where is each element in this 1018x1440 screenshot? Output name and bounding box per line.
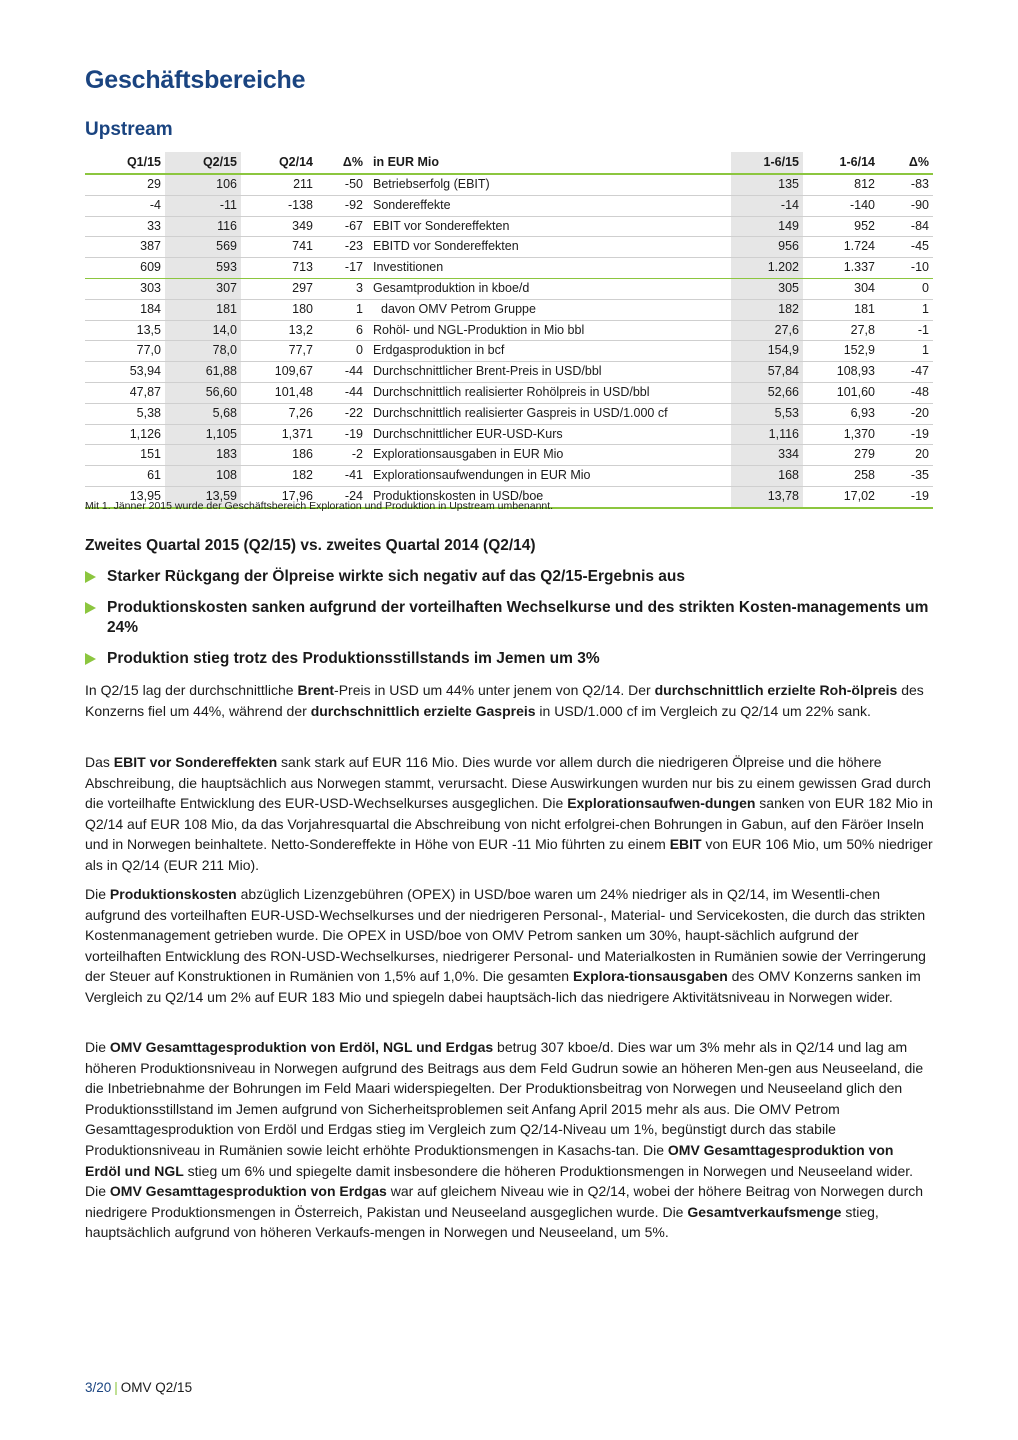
table-cell: -50 — [344, 177, 363, 191]
table-row — [85, 424, 933, 445]
table-cell: 180 — [292, 301, 313, 316]
table-cell: 1,116 — [731, 424, 803, 445]
row-label: Erdgasproduktion in bcf — [373, 343, 505, 358]
table-cell: -17 — [344, 260, 363, 275]
table-row — [85, 320, 933, 341]
table-cell: 952 — [854, 218, 875, 233]
bold-term: durchschnittlich erzielte Roh-ölpreis — [654, 682, 898, 698]
text-run: sanken von EUR 182 Mio in Q2/14 auf EUR 108 Mio, da das Vorjahresquartal die Abschreibung von nicht erfolgrei-chen Bohrungen in Gabun, auf den Färöer Inseln und in Norwegen beinhaltete. Netto-Sondereffekte in Höhe von EUR -11 Mio führten zu einem — [85, 795, 933, 853]
col-header: 1-6/15 — [731, 152, 803, 174]
table-cell: 349 — [292, 218, 313, 233]
table-cell: 101,48 — [274, 384, 313, 399]
table-cell: -11 — [165, 195, 241, 216]
row-label: Investitionen — [373, 260, 444, 275]
table-cell: -4 — [149, 197, 161, 212]
text-run: sank stark auf EUR 116 Mio. Dies wurde vor allem durch die niedrigeren Ölpreise und die höhere Abschreibung, die hauptsächlich aus Norwegen stammt, verursacht. Diese Auswirkungen wurden nur bis zu einem gewissen Grad durch die vorteilhafte Entwicklung des EUR-USD-Wechselkurses ausgeglichen. Die — [85, 754, 931, 812]
table-cell: 17,02 — [843, 488, 875, 503]
bold-term: Produktionskosten — [109, 886, 237, 902]
table-cell: -48 — [910, 384, 929, 399]
table-row — [85, 403, 933, 424]
text-run: betrug 307 kboe/d. Dies war um 3% mehr als in Q2/14 und lag am höheren Produktionsniveau in Norwegen aufgrund des Beitrags aus dem Feld Gudrun sowie an höheren Men-gen aus Neuseeland, die die Inbetriebnahme der Bohrungen im Feld Maari widerspiegelten. Der Produktionsbeitrag von Norwegen und Neuseeland glich den Produktionsstillstand im Jemen aufgrund von Sicherheitsproblemen seit Anfang April 2015 mehr als aus. Die OMV Petrom Gesamttagesproduktion von Erdöl und Erdgas stieg im Vergleich zum Q2/14-Niveau um 1%, begünstigt durch das stabile Produktionsniveau in Rumänien sowie leicht erhöhte Produktionsmengen in Kasachs-tan. Die — [85, 1039, 924, 1158]
text-run: des OMV Konzerns sanken im Vergleich zu Q2/14 um 2% auf EUR 183 Mio und spiegeln dabei hauptsäch-lich das niedrigere Aktivitätsniveau in Norwegen wider. — [85, 968, 921, 1005]
table-cell: 13,95 — [129, 488, 161, 503]
bullet-triangle-icon — [85, 653, 96, 665]
bold-term: EBIT vor Sondereffekten — [113, 754, 278, 770]
text-run: stieg um 6% und spiegelte damit insbesondere die höheren Produktionsmengen in Norwegen und Neuseeland wider. Die — [85, 1162, 914, 1200]
table-cell: 77,0 — [136, 343, 161, 358]
table-cell: -83 — [910, 177, 929, 191]
table-cell: -47 — [910, 364, 929, 379]
text-run: Die — [85, 1039, 110, 1055]
table-cell: 1,371 — [281, 426, 313, 441]
text-run: abzüglich Lizenzgebühren (OPEX) in USD/boe waren um 24% niedriger als in Q2/14, im Wesentli-chen aufgrund des vorteilhaften EUR-USD-Wechselkurses und der niedrigeren Personal-, Material- und Servicekosten, die durch das strikten Kostenmanagement getrieben wurde. Die OPEX in USD/boe von OMV Petrom sanken um 30%, haupt-sächlich aufgrund der vorteilhaften Entwicklung des RON-USD-Wechselkurses, niedrigerer Personal- und Materialkosten in Rumänien sowie der Verringerung der Steuer auf Konstruktionen in Rumänien von 1,5% auf 1,0%. Die gesamten — [85, 886, 926, 985]
table-cell: 1.337 — [843, 260, 875, 275]
table-cell: 17,96 — [281, 488, 313, 503]
table-cell: 108 — [165, 466, 241, 487]
col-header: Δ% — [342, 155, 363, 169]
table-cell: 27,6 — [731, 320, 803, 341]
table-cell: 0 — [922, 280, 929, 295]
table-cell: 182 — [731, 299, 803, 320]
table-cell: 6,93 — [850, 405, 875, 420]
table-cell: 5,38 — [136, 405, 161, 420]
table-cell: -92 — [344, 197, 363, 212]
bullet-triangle-icon — [85, 571, 96, 583]
col-header: Q2/14 — [278, 155, 313, 169]
table-cell: 3 — [356, 280, 363, 295]
text-run: In Q2/15 lag der durchschnittliche — [85, 682, 298, 698]
table-cell: 61,88 — [165, 362, 241, 383]
table-cell: 569 — [165, 237, 241, 258]
row-label: Rohöl- und NGL-Produktion in Mio bbl — [373, 322, 585, 337]
table-cell: -20 — [910, 405, 929, 420]
bold-term: EBIT — [669, 836, 702, 853]
table-row — [85, 216, 933, 237]
text-run: -Preis in USD um 44% unter jenem von Q2/14. Der — [334, 682, 655, 698]
table-row — [85, 299, 933, 320]
table-cell: 47,87 — [129, 384, 161, 399]
paragraph-ebit — [85, 752, 933, 876]
table-row — [85, 278, 933, 299]
page-footer — [85, 1380, 192, 1395]
table-cell: -44 — [344, 364, 363, 379]
highlight-item — [85, 567, 933, 588]
table-cell: -140 — [849, 197, 875, 212]
highlight-text: Produktion stieg trotz des Produktionsstillstands im Jemen um 3% — [107, 649, 600, 667]
text-run: des Konzerns fiel um 44%, während der — [85, 682, 924, 719]
row-label: Explorationsaufwendungen in EUR Mio — [373, 468, 591, 483]
table-cell: 1 — [922, 301, 929, 316]
row-label: EBITD vor Sondereffekten — [373, 239, 519, 254]
table-cell: -138 — [287, 197, 313, 212]
highlights-list — [85, 567, 933, 679]
table-cell: 13,59 — [165, 486, 241, 507]
table-cell: 149 — [731, 216, 803, 237]
table-cell: -84 — [910, 218, 929, 233]
table-cell: 29 — [147, 177, 161, 191]
highlight-item — [85, 649, 933, 670]
upstream-kpi-table — [85, 152, 933, 509]
table-cell: 303 — [140, 280, 161, 295]
table-cell: 52,66 — [731, 382, 803, 403]
row-label: Explorationsausgaben in EUR Mio — [373, 447, 564, 462]
col-header: in EUR Mio — [373, 155, 439, 169]
table-cell: -23 — [344, 239, 363, 254]
highlight-text: Starker Rückgang der Ölpreise wirkte sich negativ auf das Q2/15-Ergebnis aus — [107, 568, 686, 585]
highlight-item — [85, 598, 933, 639]
text-run: Das — [85, 754, 114, 770]
table-row — [85, 445, 933, 466]
table-row — [85, 195, 933, 216]
paragraph-production-volume — [85, 1037, 933, 1243]
row-label: Gesamtproduktion in kboe/d — [373, 280, 530, 295]
bold-term: Explorationsaufwen-dungen — [567, 795, 756, 812]
section-subtitle: Upstream — [85, 119, 173, 140]
table-cell: 305 — [731, 278, 803, 299]
table-cell: 307 — [165, 278, 241, 299]
table-cell: 33 — [147, 218, 161, 233]
row-label: Durchschnittlich realisierter Rohölpreis in USD/bbl — [373, 384, 650, 399]
table-cell: 1,370 — [843, 426, 875, 441]
table-cell: 334 — [731, 445, 803, 466]
table-header-row — [85, 152, 933, 174]
table-footnote: Mit 1. Jänner 2015 wurde der Geschäftsbereich Exploration und Produktion in Upstream umbenannt. — [85, 500, 554, 512]
table-cell: -67 — [344, 218, 363, 233]
table-cell: -35 — [910, 468, 929, 483]
row-label: EBIT vor Sondereffekten — [373, 218, 510, 233]
table-row — [85, 237, 933, 258]
table-cell: -44 — [344, 384, 363, 399]
row-label: davon OMV Petrom Gruppe — [381, 301, 536, 316]
table-cell: 56,60 — [165, 382, 241, 403]
table-cell: 5,53 — [731, 403, 803, 424]
table-cell: 61 — [147, 468, 161, 483]
bold-term: Gesamtverkaufsmenge — [687, 1203, 842, 1220]
table-cell: 181 — [165, 299, 241, 320]
table-cell: 20 — [915, 447, 929, 462]
table-row — [85, 174, 933, 195]
table-cell: 151 — [140, 447, 161, 462]
table-cell: 106 — [165, 174, 241, 195]
table-cell: 1.724 — [843, 239, 875, 254]
table-cell: 101,60 — [836, 384, 875, 399]
text-run: Die — [85, 886, 110, 902]
bold-term: OMV Gesamttagesproduktion von Erdöl und NGL — [85, 1141, 894, 1179]
table-cell: 77,7 — [288, 343, 313, 358]
table-cell: 5,68 — [165, 403, 241, 424]
table-cell: 741 — [292, 239, 313, 254]
row-label: Betriebserfolg (EBIT) — [373, 177, 490, 191]
footer-divider: | — [114, 1380, 118, 1395]
table-cell: 116 — [165, 216, 241, 237]
highlight-text: Produktionskosten sanken aufgrund der vorteilhaften Wechselkurse und des strikten Kosten-managements um 24% — [107, 598, 929, 636]
table-cell: 7,26 — [288, 405, 313, 420]
col-header: Q1/15 — [126, 155, 161, 169]
table-cell: 181 — [854, 301, 875, 316]
table-cell: 183 — [165, 445, 241, 466]
table-cell: 297 — [292, 280, 313, 295]
table-cell: 304 — [854, 280, 875, 295]
table-cell: -10 — [910, 260, 929, 275]
table-cell: 1,126 — [129, 426, 161, 441]
page-title: Geschäftsbereiche — [85, 66, 306, 94]
table-cell: -24 — [344, 488, 363, 503]
row-label: Durchschnittlicher Brent-Preis in USD/bbl — [373, 364, 602, 379]
text-run: stieg, hauptsächlich aufgrund von höheren Verkaufs-mengen in Norwegen und Neuseeland, um 5%. — [85, 1203, 879, 1241]
table-cell: 6 — [356, 322, 363, 337]
row-label: Produktionskosten in USD/boe — [373, 488, 544, 503]
table-cell: 1 — [922, 343, 929, 358]
table-cell: 812 — [854, 177, 875, 191]
table-cell: -45 — [910, 239, 929, 254]
table-cell: 78,0 — [165, 341, 241, 362]
table-cell: 258 — [854, 468, 875, 483]
table-row — [85, 341, 933, 362]
table-cell: 13,5 — [136, 322, 161, 337]
table-row — [85, 362, 933, 383]
table-cell: 109,67 — [274, 364, 313, 379]
table-cell: 0 — [356, 343, 363, 358]
table-cell: 387 — [140, 239, 161, 254]
row-label: Durchschnittlicher EUR-USD-Kurs — [373, 426, 563, 441]
table-row — [85, 466, 933, 487]
bullet-triangle-icon — [85, 602, 96, 614]
table-cell: 1 — [356, 301, 363, 316]
table-cell: 168 — [731, 466, 803, 487]
paragraph-prices — [85, 680, 933, 721]
table-cell: -19 — [344, 426, 363, 441]
table-cell: 609 — [140, 260, 161, 275]
text-run: von EUR 106 Mio, um 50% niedriger als in Q2/14 (EUR 211 Mio). — [85, 836, 933, 873]
table-cell: 186 — [292, 447, 313, 462]
table-cell: 27,8 — [850, 322, 875, 337]
quarter-comparison-title: Zweites Quartal 2015 (Q2/15) vs. zweites Quartal 2014 (Q2/14) — [85, 537, 536, 554]
bold-term: Explora-tionsausgaben — [572, 968, 728, 985]
col-header: 1-6/14 — [839, 155, 875, 169]
bold-term: durchschnittlich erzielte Gaspreis — [310, 702, 536, 719]
row-label: Sondereffekte — [373, 197, 451, 212]
table-cell: -14 — [731, 195, 803, 216]
table-cell: 184 — [140, 301, 161, 316]
table-cell: -19 — [910, 488, 929, 503]
document-name: OMV Q2/15 — [120, 1380, 193, 1395]
table-cell: 593 — [165, 258, 241, 279]
table-cell: 182 — [292, 468, 313, 483]
col-header: Δ% — [908, 155, 929, 169]
table-cell: 13,78 — [731, 486, 803, 507]
table-cell: 713 — [292, 260, 313, 275]
table-row — [85, 382, 933, 403]
col-header: Q2/15 — [165, 152, 241, 174]
bold-term: OMV Gesamttagesproduktion von Erdöl, NGL und Erdgas — [109, 1039, 494, 1055]
row-label: Durchschnittlich realisierter Gaspreis in USD/1.000 cf — [373, 405, 668, 420]
page-number: 3/20 — [85, 1380, 112, 1395]
text-run: war auf gleichem Niveau wie in Q2/14, wobei der höhere Beitrag von Norwegen durch niedrigere Produktionsmengen in Österreich, Pakistan und Neuseeland ausgeglichen wurde. Die — [85, 1183, 924, 1220]
table-cell: -41 — [344, 468, 363, 483]
table-cell: 108,93 — [836, 364, 875, 379]
table-cell: 956 — [731, 237, 803, 258]
bold-term: Brent — [297, 682, 335, 698]
table-cell: 53,94 — [129, 364, 161, 379]
table-cell: -19 — [910, 426, 929, 441]
table-cell: -22 — [344, 405, 363, 420]
table-cell: 1.202 — [731, 258, 803, 279]
bold-term: OMV Gesamttagesproduktion von Erdgas — [109, 1183, 387, 1200]
table-cell: 14,0 — [165, 320, 241, 341]
text-run: in USD/1.000 cf im Vergleich zu Q2/14 um 22% sank. — [535, 702, 871, 719]
table-cell: 57,84 — [731, 362, 803, 383]
table-cell: 152,9 — [843, 343, 875, 358]
table-cell: -90 — [910, 197, 929, 212]
table-cell: 211 — [293, 177, 313, 191]
table-row — [85, 258, 933, 279]
table-cell: -1 — [917, 322, 929, 337]
paragraph-production-costs — [85, 884, 933, 1008]
table-cell: -2 — [351, 447, 363, 462]
table-cell: 1,105 — [165, 424, 241, 445]
table-cell: 13,2 — [288, 322, 313, 337]
table-cell: 279 — [854, 447, 875, 462]
table-cell: 154,9 — [731, 341, 803, 362]
table-cell: 135 — [731, 174, 803, 195]
